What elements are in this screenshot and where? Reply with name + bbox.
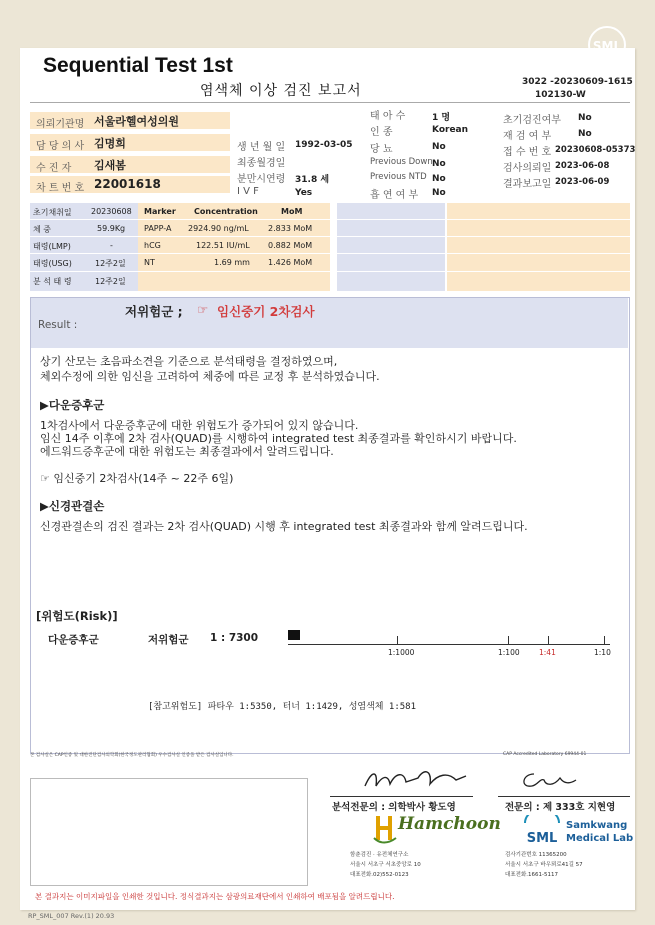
- doctor-value: 김명희: [94, 137, 126, 150]
- requestdate-label: 검사의뢰일: [503, 163, 552, 174]
- pointing-hand-icon: ☞: [197, 302, 209, 317]
- risk-condition: 다운증후군: [48, 634, 99, 646]
- signature-2-caption: 전문의 : 제 333호 지현영: [505, 802, 616, 813]
- diabetes-label: 당 뇨: [370, 144, 393, 155]
- risk-scale-axis: [288, 644, 610, 645]
- firsttest-value: No: [578, 113, 592, 123]
- mom-row-hcg: 0.882 MoM: [268, 241, 313, 250]
- down-line-3: 에드워드증후군에 대한 위험도는 최종결과에서 알려드립니다.: [40, 445, 334, 458]
- prevntd-value: No: [432, 174, 446, 184]
- prevdown-value: No: [432, 159, 446, 169]
- sml-address-3: 대표전화.1661-5117: [505, 872, 558, 878]
- marker-header: Marker: [144, 207, 176, 216]
- chart-label: 차 트 번 호: [36, 183, 85, 194]
- ga-usg-label: 태령(USG): [33, 259, 72, 268]
- analysis-label: 분 석 태 령: [33, 277, 72, 286]
- risk-marker: [288, 630, 300, 640]
- reference-risk: [참고위험도] 파타우 1:5350, 터너 1:1429, 성염색체 1:581: [148, 702, 417, 712]
- sml-address-2: 서울시 서초구 바우뫼로41길 57: [505, 862, 583, 868]
- marker-row-nt: NT: [144, 258, 155, 267]
- draw-value: 20230608: [91, 207, 132, 216]
- recommendation-text: 임신중기 2차검사: [217, 304, 315, 319]
- svg-text:SML: SML: [526, 831, 558, 846]
- marker-row-hcg: hCG: [144, 241, 161, 250]
- ivf-value: Yes: [295, 188, 313, 198]
- down-line-1: 1차검사에서 다운증후군에 대한 위험도가 증가되어 있지 않습니다.: [40, 419, 359, 432]
- resultdate-label: 결과보고일: [503, 179, 552, 190]
- signature-1-caption: 분석전문의 : 의학박사 황도영: [332, 802, 456, 813]
- hamchoon-logo-icon: [372, 814, 398, 846]
- fetus-value: 1 명: [432, 113, 451, 123]
- risk-word: 저위험군 ;: [125, 304, 183, 319]
- hamchoon-address-3: 대표전화.02)552-0123: [350, 872, 409, 878]
- risk-title: [위험도(Risk)]: [36, 609, 118, 623]
- report-number-1: 3022 -20230609-1615: [522, 77, 633, 87]
- sml-logo-text: SML: [592, 39, 622, 53]
- race-value: Korean: [432, 125, 469, 135]
- memo-box: [30, 778, 308, 886]
- report-number-2: 102130-W: [535, 90, 586, 100]
- ga-usg-value: 12주2일: [95, 259, 126, 268]
- chart-value: 22001618: [94, 177, 161, 191]
- paragraph-line-1: 상기 산모는 초음파소견을 기준으로 분석태령을 결정하였으며,: [40, 355, 338, 368]
- accession-label: 접 수 번 호: [503, 147, 552, 158]
- age-label: 분만시연령: [237, 174, 286, 185]
- firsttest-label: 초기검진여부: [503, 115, 561, 126]
- signature-1-icon: [360, 764, 470, 794]
- fetus-label: 태 아 수: [370, 111, 406, 122]
- accession-value: 20230608-05373: [555, 145, 636, 155]
- scale-tick-41: 1:41: [539, 648, 556, 657]
- diabetes-value: No: [432, 142, 446, 152]
- down-line-2: 임신 14주 이후에 2차 검사(QUAD)를 시행하여 integrated test 최종결과를 확인하시기 바랍니다.: [40, 432, 517, 445]
- risk-ratio: 1 : 7300: [210, 632, 259, 644]
- referring-value: 서울라헬여성의원: [94, 115, 180, 128]
- scale-tick-1000: 1:1000: [388, 648, 415, 657]
- scale-tick-100: 1:100: [498, 648, 520, 657]
- weight-value: 59.9Kg: [97, 224, 126, 233]
- sml-lab-name-2: Medical Lab: [566, 833, 634, 844]
- smoke-value: No: [432, 188, 446, 198]
- mom-row-nt: 1.426 MoM: [268, 258, 313, 267]
- conc-row-papp: 2924.90 ng/mL: [188, 224, 249, 233]
- patient-label: 수 진 자: [36, 163, 72, 174]
- retest-label: 재 검 여 부: [503, 131, 552, 142]
- mom-header: MoM: [281, 207, 303, 216]
- race-label: 인 종: [370, 127, 393, 138]
- cap-note: 본 검사실은 CAP인증 및 대한진단검사의학회(한국정도관리협회) 우수검사실 인증을 받은 검사실입니다.: [30, 753, 234, 758]
- conc-row-hcg: 122.51 IU/mL: [196, 241, 250, 250]
- analysis-value: 12주2일: [95, 277, 126, 286]
- hamchoon-address-1: 함춘검진 · 유전체연구소: [350, 852, 409, 858]
- weight-label: 체 중: [33, 225, 51, 234]
- referring-label: 의뢰기관명: [36, 119, 85, 130]
- sml-address-1: 검사기관번호 11365200: [505, 852, 567, 858]
- requestdate-value: 2023-06-08: [555, 161, 610, 171]
- retest-value: No: [578, 129, 592, 139]
- cap-number: CAP Accredited Laboratory 69944-01: [503, 752, 587, 757]
- resultdate-value: 2023-06-09: [555, 177, 610, 187]
- conc-row-nt: 1.69 mm: [214, 258, 250, 267]
- ga-lmp-label: 태령(LMP): [33, 242, 71, 251]
- sml-lab-logo-icon: [522, 815, 562, 849]
- doctor-label: 담 당 의 사: [36, 141, 85, 152]
- draw-label: 초기채취일: [33, 208, 72, 217]
- result-label: Result :: [38, 319, 78, 331]
- down-recommendation: ☞ 임신중기 2차검사(14주 ~ 22주 6일): [40, 472, 234, 485]
- ivf-label: I V F: [237, 186, 259, 197]
- signature-2-icon: [516, 766, 586, 792]
- patient-value: 김새봄: [94, 159, 126, 172]
- report-subtitle: 염색체 이상 검진 보고서: [200, 83, 362, 99]
- sml-lab-name-1: Samkwang: [566, 820, 628, 831]
- ntd-heading: ▶신경관결손: [40, 499, 105, 513]
- marker-row-papp: PAPP-A: [144, 224, 172, 233]
- prevntd-label: Previous NTD: [370, 172, 427, 182]
- scale-tick-10: 1:10: [594, 648, 611, 657]
- paragraph-line-2: 체외수정에 의한 임신을 고려하여 체중에 따른 교정 후 분석하였습니다.: [40, 370, 380, 383]
- ga-lmp-value: -: [110, 241, 113, 250]
- age-value: 31.8 세: [295, 175, 330, 185]
- report-title: Sequential Test 1st: [43, 54, 233, 77]
- hamchoon-address-2: 서울시 서초구 서초중앙로 10: [350, 862, 421, 868]
- dob-value: 1992-03-05: [295, 140, 353, 150]
- form-number: RP_SML_007 Rev.(1) 20.93: [28, 912, 115, 920]
- sml-logo-icon: [586, 24, 628, 66]
- concentration-header: Concentration: [194, 207, 258, 216]
- ntd-line-1: 신경관결손의 검진 결과는 2차 검사(QUAD) 시행 후 integrated test 최종결과와 함께 알려드립니다.: [40, 520, 528, 533]
- lmp-label: 최종월경일: [237, 158, 286, 169]
- dob-label: 생 년 월 일: [237, 142, 286, 153]
- mom-row-papp: 2.833 MoM: [268, 224, 313, 233]
- down-syndrome-heading: ▶다운증후군: [40, 398, 105, 412]
- prevdown-label: Previous Down: [370, 157, 433, 167]
- hamchoon-logo-text: Hamchoon: [398, 814, 501, 834]
- result-banner: [31, 298, 628, 348]
- smoke-label: 흡 연 여 부: [370, 190, 419, 201]
- risk-level: 저위험군: [148, 634, 189, 646]
- print-notice: 본 결과지는 이미지파일을 인쇄한 것입니다. 정식결과지는 삼광의료재단에서 인쇄하여 배포됨을 알려드립니다.: [35, 892, 395, 901]
